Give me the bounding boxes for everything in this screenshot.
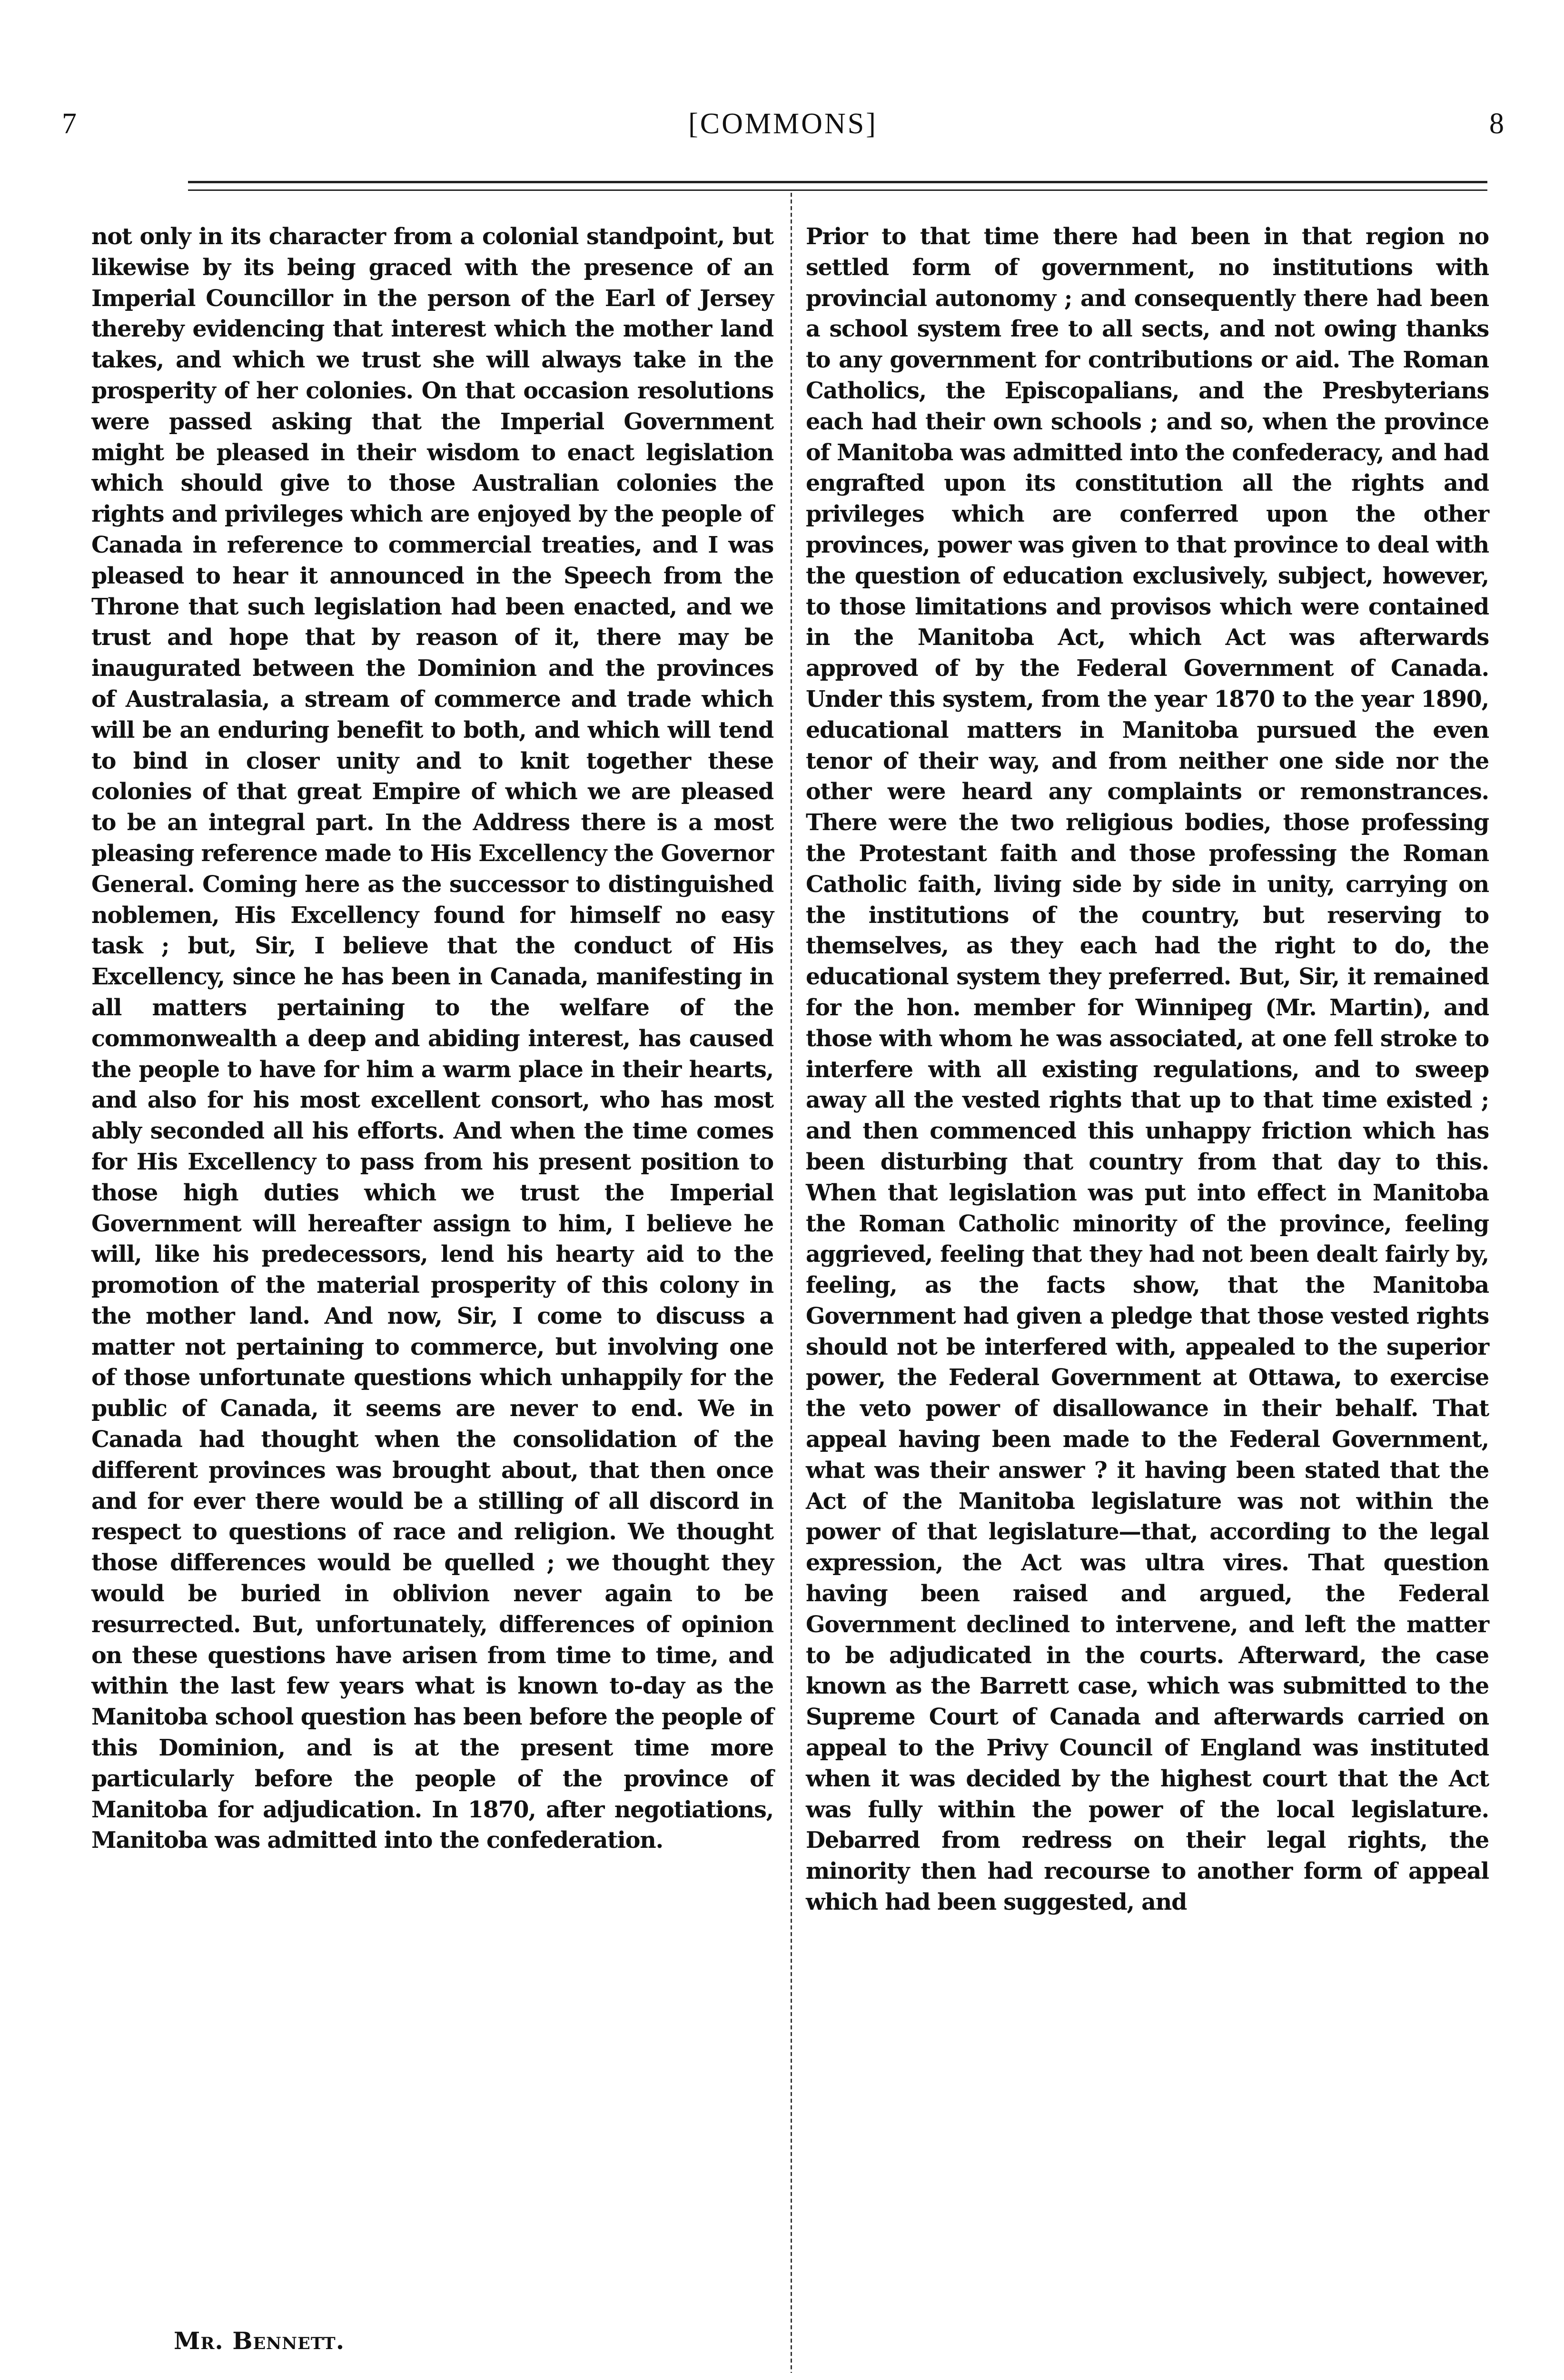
right-column <box>806 221 1489 1918</box>
page-header <box>62 107 1504 159</box>
speaker-footer: Mr. Bennett. <box>174 2327 345 2355</box>
left-column <box>91 221 773 1856</box>
running-title: [COMMONS] <box>688 108 878 140</box>
header-rule-thick <box>188 181 1487 183</box>
right-column-text: Prior to that time there had been in that region no settled form of government, no institutions with provincial autonomy ; and consequently there had been a school system free to all sects, and not owing thanks to any government for contributions or aid. The Roman Catholics, the Episcopalians, and the Presbyterians each had their own schools ; and so, when the province of Manitoba was admitted into the confederacy, and had engrafted upon its constitution all the rights and privileges which are conferred upon the other provinces, power was given to that province to deal with the question of education exclusively, subject, however, to those limitations and provisos which were contained in the Manitoba Act, which Act was afterwards approved of by the Federal Government of Canada. Under this system, from the year 1870 to the year 1890, educational matters in Manitoba pursued the even tenor of their way, and from neither one side nor the other were heard any complaints or remonstrances. There were the two religious bodies, those professing the Protestant faith and those professing the Roman Catholic faith, living side by side in unity, carrying on the institutions of the country, but reserving to themselves, as they each had the right to do, the educational system they preferred. But, Sir, it remained for the hon. member for Winnipeg (Mr. Martin), and those with whom he was associated, at one fell stroke to interfere with all existing regulations, and to sweep away all the vested rights that up to that time existed ; and then commenced this unhappy friction which has been disturbing that country from that day to this. When that legislation was put into effect in Manitoba the Roman Catholic minority of the province, feeling aggrieved, feeling that they had not been dealt fairly by, feeling, as the facts show, that the Manitoba Government had given a pledge that those vested rights should not be interfered with, appealed to the superior power, the Federal Government at Ottawa, to exercise the veto power of disallowance in their behalf. That appeal having been made to the Federal Government, what was their answer ? it having been stated that the Act of the Manitoba legislature was not within the power of that legislature—that, according to the legal expression, the Act was ultra vires. That question having been raised and argued, the Federal Government declined to intervene, and left the matter to be adjudicated in the courts. Afterward, the case known as the Barrett case, which was submitted to the Supreme Court of Canada and afterwards carried on appeal to the Privy Council of England was instituted when it was decided by the highest court that the Act was fully within the power of the local legislature. Debarred from redress on their legal rights, the minority then had recourse to another form of appeal which had been suggested, and <box>806 223 1489 1916</box>
column-divider <box>791 193 792 2373</box>
header-rule-thin <box>188 189 1487 191</box>
left-page-number: 7 <box>62 108 77 140</box>
left-column-text: not only in its character from a colonial standpoint, but likewise by its being graced with the presence of an Imperial Councillor in the person of the Earl of Jersey thereby evidencing that interest which the mother land takes, and which we trust she will always take in the prosperity of her colonies. On that occasion resolutions were passed asking that the Imperial Government might be pleased in their wisdom to enact legislation which should give to those Australian colonies the rights and privileges which are enjoyed by the people of Canada in reference to commercial treaties, and I was pleased to hear it announced in the Speech from the Throne that such legislation had been enacted, and we trust and hope that by reason of it, there may be inaugurated between the Dominion and the provinces of Australasia, a stream of commerce and trade which will be an enduring benefit to both, and which will tend to bind in closer unity and to knit together these colonies of that great Empire of which we are pleased to be an integral part. In the Address there is a most pleasing reference made to His Excellency the Governor General. Coming here as the successor to distinguished noblemen, His Excellency found for himself no easy task ; but, Sir, I believe that the conduct of His Excellency, since he has been in Canada, manifesting in all matters pertaining to the welfare of the commonwealth a deep and abiding interest, has caused the people to have for him a warm place in their hearts, and also for his most excellent consort, who has most ably seconded all his efforts. And when the time comes for His Excellency to pass from his present position to those high duties which we trust the Imperial Government will hereafter assign to him, I believe he will, like his predecessors, lend his hearty aid to the promotion of the material prosperity of this colony in the mother land. And now, Sir, I come to discuss a matter not pertaining to commerce, but involving one of those unfortunate questions which unhappily for the public of Canada, it seems are never to end. We in Canada had thought when the consolidation of the different provinces was brought about, that then once and for ever there would be a stilling of all discord in respect to questions of race and religion. We thought those differences would be quelled ; we thought they would be buried in oblivion never again to be resurrected. But, unfortunately, differences of opinion on these questions have arisen from time to time, and within the last few years what is known to-day as the Manitoba school question has been before the people of this Dominion, and is at the present time more particularly before the people of the province of Manitoba for adjudication. In 1870, after negotiations, Manitoba was admitted into the confederation. <box>91 223 773 1854</box>
right-page-number: 8 <box>1489 108 1504 140</box>
